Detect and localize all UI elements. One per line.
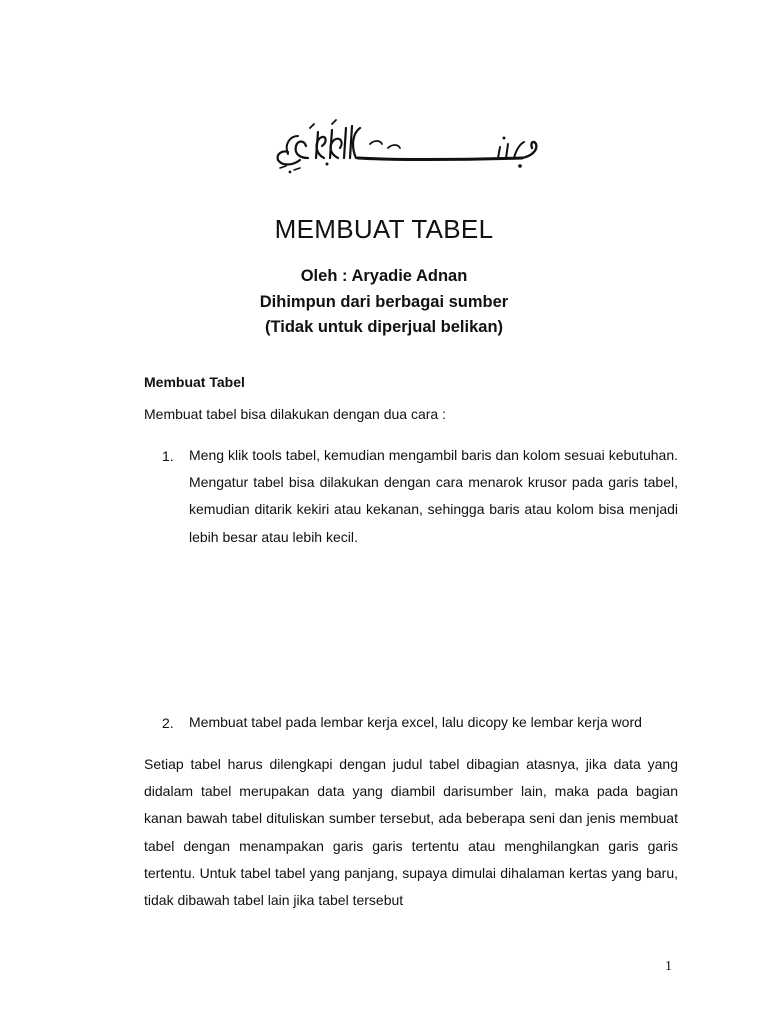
notice-line: (Tidak untuk diperjual belikan) — [264, 318, 504, 336]
section-heading: Membuat Tabel — [144, 374, 245, 390]
list-item-number: 1. — [162, 448, 174, 464]
compiled-line: Dihimpun dari berbagai sumber — [259, 293, 509, 311]
body-paragraph: Setiap tabel harus dilengkapi dengan judul tabel dibagian atasnya, jika data yang didalam tabel merupakan data yang diambil darisumber lain, maka pada bagian kanan bawah tabel dituliskan sumber tersebut, ada beberapa seni dan jenis membuat tabel dengan menampakan garis garis tertentu atau menghilangkan garis garis tertentu. Untuk tabel tabel yang panjang, supaya dimulai dihalaman kertas yang baru, tidak dibawah tabel lain jika tabel tersebut — [144, 756, 678, 909]
basmalah-calligraphy-icon — [270, 114, 550, 174]
list-item-text: Membuat tabel pada lembar kerja excel, lalu dicopy ke lembar kerja word — [189, 714, 642, 730]
intro-text: Membuat tabel bisa dilakukan dengan dua cara : — [144, 406, 446, 422]
document-title: MEMBUAT TABEL — [274, 214, 494, 244]
list-item-text: Meng klik tools tabel, kemudian mengambil baris dan kolom sesuai kebutuhan. Mengatur tabel bisa dilakukan dengan cara menarok krusor pada garis tabel, kemudian ditarik kekiri atau kekanan, sehingga baris atau kolom bisa menjadi lebih besar atau lebih kecil. — [189, 447, 678, 545]
list-item-number: 2. — [162, 715, 174, 731]
author-line: Oleh : Aryadie Adnan — [300, 267, 468, 285]
page-number: 1 — [665, 959, 672, 974]
